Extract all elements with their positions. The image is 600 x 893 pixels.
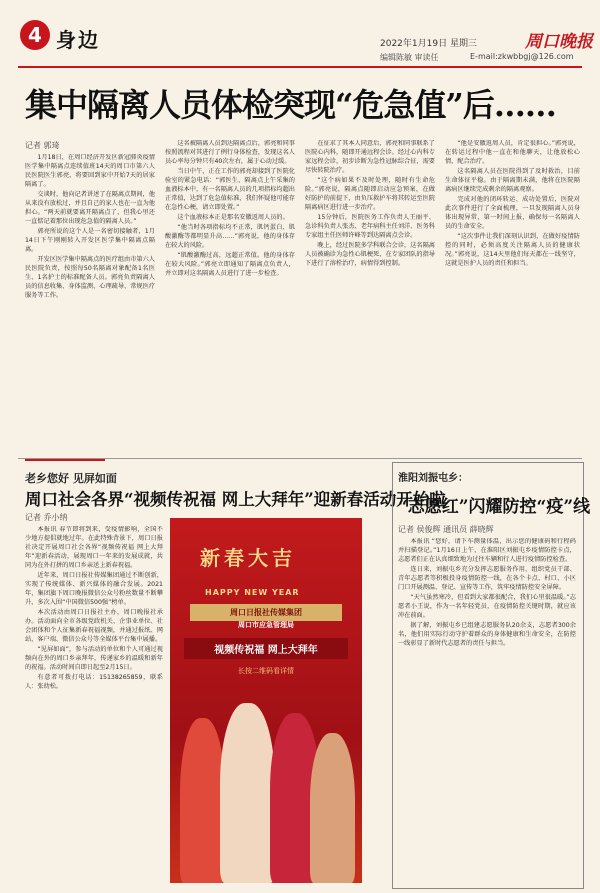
story3-byline: 记者 侯俊辉 通讯员 薛晓辉 <box>398 525 494 534</box>
lead-column-2 <box>165 140 295 449</box>
article-paragraph: “这个病如果不及时处理，随时有生命危险。”郭亮说，隔离点随即启动应急预案，在做好防护的前提下，由负压救护车将其转运至医院隔离病区进行进一步治疗。 <box>305 176 435 211</box>
article-paragraph: “肌酸激酶过高，远超正常值。他的身体存在较大风险。”郭亮立即通知了隔离点负责人，并立即对这名隔离人员进行了进一步检查。 <box>165 251 295 277</box>
accent-bar <box>25 459 105 461</box>
article-paragraph: 有意者可拨打电话：15138265859，联系人：张幼松。 <box>25 673 163 690</box>
lead-column-4 <box>445 140 580 449</box>
family-member-figure <box>310 733 355 883</box>
story2-kicker: 老乡您好 见屏如面 <box>25 472 117 485</box>
lead-column-3 <box>305 140 435 449</box>
new-year-poster-image <box>170 518 362 883</box>
article-paragraph: 交谈时，他向记者讲述了在隔离点期间，他从来没有放松过，并且自己的家人也在一直为他担心。“两天前就要离开隔离点了，但我心里还一直惦记着那位出现危急值的隔离人员。” <box>25 190 155 225</box>
story3-column <box>398 538 576 883</box>
article-paragraph: 本报讯 “您好，请下车测量体温，出示您的健康码和行程码并扫描登记。”1月16日上午，在淮阳区刘振屯乡疫情防控卡点，志愿者们正在认真细致地为过往车辆和行人进行疫情防控检查。 <box>398 538 576 563</box>
story3-headline: “志愿红”闪耀防控“疫”线 <box>398 497 591 517</box>
story2-column <box>25 526 163 886</box>
issue-date: 2022年1月19日 星期三 <box>380 39 477 49</box>
article-paragraph: 晚上，经过医院多学科联合会诊，这名隔离人员被确诊为急性心肌梗死，在专家团队的指导下进行了溶栓治疗，病情得到控制。 <box>305 241 435 267</box>
masthead-rule <box>18 66 582 68</box>
article-paragraph: 当日中午，正在工作的郭亮却接到了医院化验室的紧急电话：“郭医生，隔离点上午采集的血液标本中，有一名隔离人员的几项指标均超出正常值，达到了危急值标准，我们怀疑他可能存在急性心梗，请立即处置。” <box>165 167 295 211</box>
article-paragraph: 本次活动由周口日报社主办，周口晚报社承办。活动面向全市各级党政机关、企事业单位、社会团体和个人征集新春祝福视频，并通过报纸、网站、客户端、微信公众号等全媒体平台集中展播。 <box>25 608 163 643</box>
article-paragraph: 郭亮所说的这个人是一名密切接触者，1月14日下午刚刚转入开发区医学集中隔离点隔离。 <box>25 227 155 253</box>
lead-column-1 <box>25 154 155 449</box>
poster-title: 新春大吉 <box>200 546 296 570</box>
lead-headline: 集中隔离人员体检突现“危急值”后…… <box>25 86 556 124</box>
editor-credits: 编辑陈敏 审读任 <box>380 53 439 62</box>
article-paragraph: “他当时各项指标均不正常，肌钙蛋白、肌酸激酶等都明显升高……”郭亮说，他的身体存在较大的风险。 <box>165 223 295 249</box>
article-paragraph: “见屏如面”，参与活动的单位和个人可通过视频向在外的周口乡亲拜年，传递家乡的温暖和新年的祝福。活动时间自即日起至2月15日。 <box>25 645 163 671</box>
article-paragraph: 完成对他的闭环转运、成功处置后，医院对此次事件进行了全面梳理，一旦发现隔离人员身体出现异常，第一时间上报，确保每一名隔离人员的生命安全。 <box>445 195 580 230</box>
family-member-figure <box>180 718 225 883</box>
article-paragraph: 1月18日，在周口经济开发区新冠肺炎疫情医学集中隔离点连续值班14天的周口市第六人民医院医生郭亮，将要回到家中开始7天的居家隔离了。 <box>25 154 155 188</box>
article-paragraph: 本报讯 春节即将到来，受疫情影响，全国不少地方提倡就地过年。在此特殊背景下，周口日报社决定开展周口社会各界“视频传祝福 网上大拜年”迎新春活动，展现周口一年来的发展成就，共同为在外打拼的周口乡亲送上新春祝福。 <box>25 526 163 569</box>
story2-byline: 记者 乔小纳 <box>25 513 68 522</box>
article-paragraph: “天气虽然寒冷，但看到大家都很配合，我们心里很温暖。”志愿者小王说，作为一名年轻党员，在疫情防控关键时期，就应该冲在前面。 <box>398 593 576 619</box>
lead-byline: 记者 郭琦 <box>25 141 60 150</box>
article-paragraph: 这个血液标本正是那名安徽返周人员的。 <box>177 213 289 221</box>
poster-slogan: 视频传祝福 网上大拜年 <box>184 638 348 659</box>
article-paragraph: 15分钟后，医院医务工作负责人王丽平、急诊科负责人张杰、老年病科主任刘洋、医务科专家组主任医师许峰等到达隔离点会诊。 <box>305 213 435 239</box>
article-paragraph: 在征求了其本人同意后，郭亮和同事联系了医院心内科，随即开通远程会诊。经过心内科专家远程会诊，初步诊断为急性冠脉综合征，需要尽快转院治疗。 <box>305 140 435 174</box>
section-title: 身边 <box>56 28 100 52</box>
contact-email: E-mail:zkwbbgj@126.com <box>470 52 574 61</box>
page-number-badge: 4 <box>20 20 50 50</box>
masthead <box>0 0 600 70</box>
article-paragraph: 这名被隔离人员到达隔离点后，郭亮和同事按照流程对其进行了例行身体检查，发现这名人员心率每分钟只有40次左右，属于心动过缓。 <box>165 140 295 165</box>
article-paragraph: 这名隔离人员在医院得到了及时救治，目前生命体征平稳。由于隔离期未满，他将在医院隔离病区继续完成剩余的隔离观察。 <box>445 167 580 193</box>
poster-banner: 周口日报社传媒集团 <box>190 604 342 621</box>
newspaper-brand: 周口晚报 <box>525 32 593 52</box>
article-paragraph: 开发区医学集中隔离点的医疗组由市第六人民医院负责，按照每50名隔离对象配备1名医生、1名护士的标准配备人员。郭亮负责隔离人员的信息收集、身体监测、心理疏导、常规医疗服务等工作。 <box>25 255 155 299</box>
article-paragraph: 据了解，刘振屯乡已组建志愿服务队20余支，志愿者300余名，他们用实际行动守护着群众的身体健康和生命安全，在防控一线彰显了新时代志愿者的责任与担当。 <box>398 621 576 647</box>
story2-headline: 周口社会各界“视频传祝福 网上大拜年”迎新春活动开始啦 <box>25 490 446 509</box>
article-paragraph: “这次事件让我们深刻认识到，在做好疫情防控的同时，必须高度关注隔离人员的健康状况。”郭亮说，这14天里他们每天都在一线坚守，这就是医护人员的责任和担当。 <box>445 232 580 267</box>
article-paragraph: 连日来，刘振屯乡充分发挥志愿服务作用，组织党员干部、青年志愿者等积极投身疫情防控一线，在各个卡点、村口、小区门口开展测温、登记、宣传等工作，筑牢疫情防控安全屏障。 <box>398 565 576 591</box>
poster-qr-hint: 长按二维码看详情 <box>238 667 294 675</box>
story3-kicker: 淮阳刘振屯乡： <box>398 473 468 484</box>
poster-subtitle: 周口市应急管理局 <box>238 621 294 629</box>
poster-english: HAPPY NEW YEAR <box>205 588 300 597</box>
article-paragraph: “他是安徽返周人员，肯定很担心。”郭亮说，在转运过程中他一直在和他聊天，让他放松心情，配合治疗。 <box>445 140 580 165</box>
article-paragraph: 近年来，周口日报社传媒集团通过不断创新，实现了传统媒体、新兴媒体的融合发展。2021年，集团旗下周口晚报微信公众号粉丝数量不断攀升，多次入围“中国微信500强”榜单。 <box>25 571 163 606</box>
family-member-figure <box>220 703 275 883</box>
